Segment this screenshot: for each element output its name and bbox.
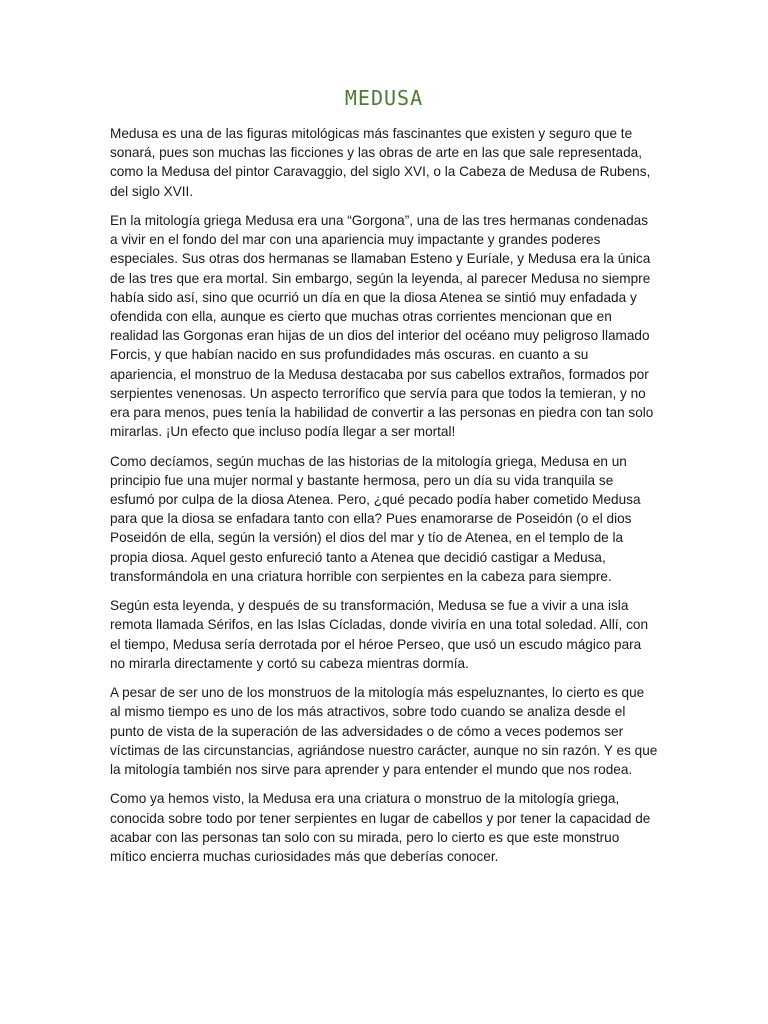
paragraph-3: Como decíamos, según muchas de las historias de la mitología griega, Medusa en un principio fue una mujer normal y bastante hermosa, pero un día su vida tranquila se esfumó por culpa de la diosa Atenea. Pero, ¿qué pecado podía haber cometido Medusa para que la diosa se enfadara tanto con ella? Pues enamorarse de Poseidón (o el dios Poseidón de ella, según la versión) el dios del mar y tío de Atenea, en el templo de la propia diosa. Aquel gesto enfureció tanto a Atenea que decidió castigar a Medusa, transformándola en una criatura horrible con serpientes en la cabeza para siempre. (110, 453, 641, 584)
document-body (110, 124, 658, 876)
paragraph-5: A pesar de ser uno de los monstruos de la mitología más espeluznantes, lo cierto es que al mismo tiempo es uno de los más atractivos, sobre todo cuando se analiza desde el punto de vista de la superación de las adversidades o de cómo a veces podemos ser víctimas de las circunstancias, agriándose nuestro carácter, aunque no sin razón. Y es que la mitología también nos sirve para aprender y para entender el mundo que nos rodea. (110, 685, 658, 778)
paragraph-1: Medusa es una de las figuras mitológicas más fascinantes que existen y seguro que te sonará, pues son muchas las ficciones y las obras de arte en las que sale representada, como la Medusa del pintor Caravaggio, del siglo XVI, o la Cabeza de Medusa de Rubens, del siglo XVII. (110, 126, 651, 199)
paragraph-2: En la mitología griega Medusa era una “Gorgona”, una de las tres hermanas condenadas a vivir en el fondo del mar con una apariencia muy impactante y grandes poderes especiales. Sus otras dos hermanas se llamaban Esteno y Euríale, y Medusa era la única de las tres que era mortal. Sin embargo, según la leyenda, al parecer Medusa no siempre había sido así, sino que ocurrió un día en que la diosa Atenea se sintió muy enfadada y ofendida con ella, aunque es cierto que muchas otras corrientes mencionan que en realidad las Gorgonas eran hijas de un dios del interior del océano muy peligroso llamado Forcis, y que habían nacido en sus profundidades más oscuras. en cuanto a su apariencia, el monstruo de la Medusa destacaba por sus cabellos extraños, formados por serpientes venenosas. Un aspecto terrorífico que servía para que todos la temieran, y no era para menos, pues tenía la habilidad de convertir a las personas en piedra con tan solo mirarlas. ¡Un efecto que incluso podía llegar a ser mortal! (110, 213, 654, 440)
paragraph-6: Como ya hemos visto, la Medusa era una criatura o monstruo de la mitología griega, conocida sobre todo por tener serpientes en lugar de cabellos y por tener la capacidad de acabar con las personas tan solo con su mirada, pero lo cierto es que este monstruo mítico encierra muchas curiosidades más que deberías conocer. (110, 791, 651, 865)
paragraph-4: Según esta leyenda, y después de su transformación, Medusa se fue a vivir a una isla remota llamada Sérifos, en las Islas Cícladas, donde viviría en una total soledad. Allí, con el tiempo, Medusa sería derrotada por el héroe Perseo, que usó un escudo mágico para no mirarla directamente y cortó su cabeza mientras dormía. (110, 598, 649, 671)
document-title: MEDUSA (344, 86, 424, 110)
